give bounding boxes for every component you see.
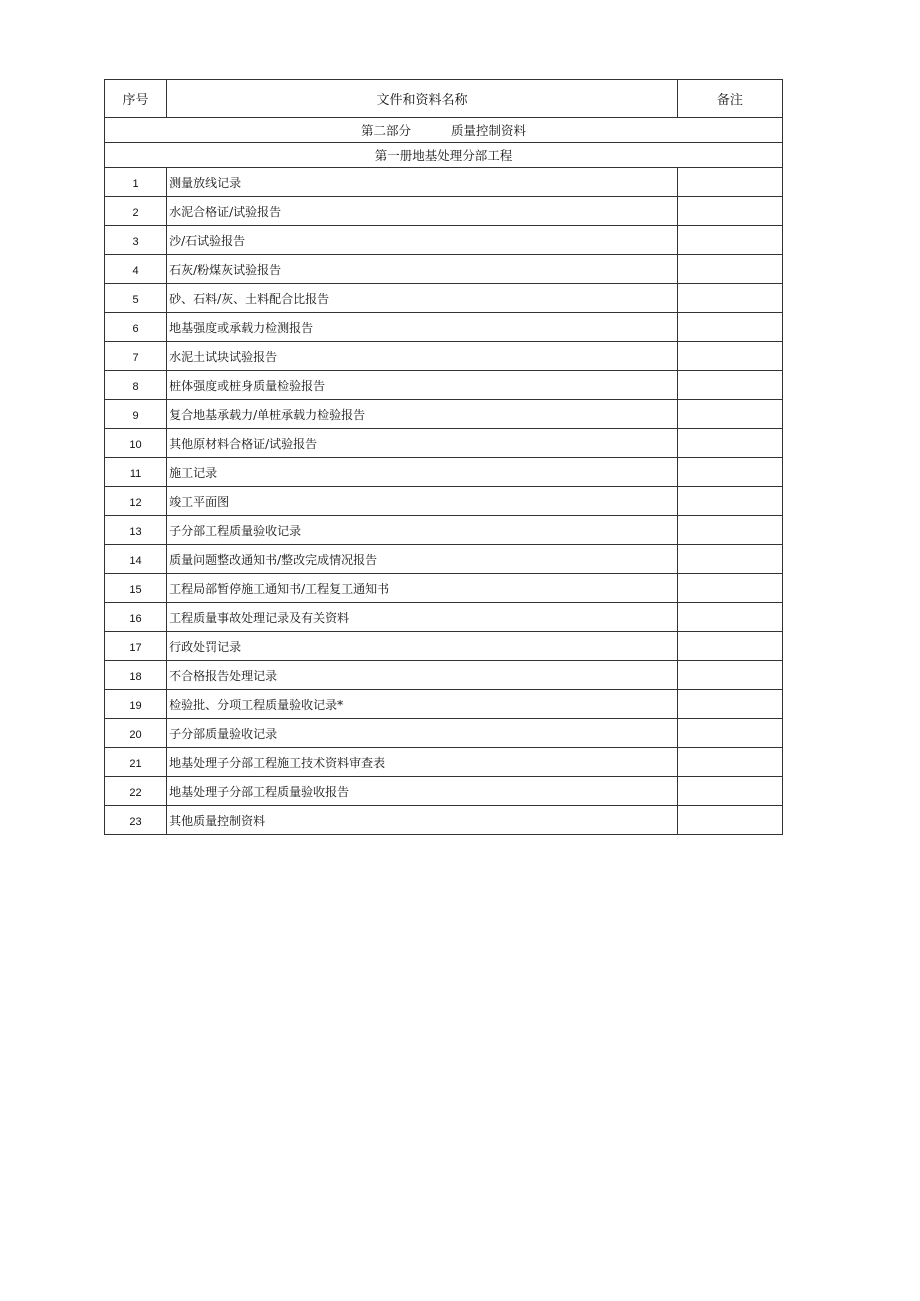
- row-serial-number: 4: [105, 255, 167, 284]
- row-serial-number: 21: [105, 748, 167, 777]
- row-serial-number: 3: [105, 226, 167, 255]
- table-row: [105, 400, 783, 429]
- row-serial-number: 22: [105, 777, 167, 806]
- row-serial-number: 23: [105, 806, 167, 835]
- header-remarks: 备注: [677, 80, 782, 118]
- row-remarks: [677, 226, 782, 255]
- row-serial-number: 9: [105, 400, 167, 429]
- row-remarks: [677, 487, 782, 516]
- table-row: [105, 661, 783, 690]
- row-remarks: [677, 371, 782, 400]
- part-title-cell: [105, 118, 783, 143]
- row-document-name: 地基强度或承载力检测报告: [167, 313, 678, 342]
- table-row: [105, 777, 783, 806]
- table-row: [105, 226, 783, 255]
- row-document-name: 桩体强度或桩身质量检验报告: [167, 371, 678, 400]
- table-row: [105, 342, 783, 371]
- row-remarks: [677, 603, 782, 632]
- row-remarks: [677, 458, 782, 487]
- row-remarks: [677, 690, 782, 719]
- row-document-name: 地基处理子分部工程质量验收报告: [167, 777, 678, 806]
- volume-title-row: [105, 143, 783, 168]
- row-remarks: [677, 574, 782, 603]
- table-header-row: [105, 80, 783, 118]
- row-document-name: 其他质量控制资料: [167, 806, 678, 835]
- row-remarks: [677, 313, 782, 342]
- row-remarks: [677, 777, 782, 806]
- row-serial-number: 1: [105, 168, 167, 197]
- row-document-name: 工程局部暂停施工通知书/工程复工通知书: [167, 574, 678, 603]
- row-document-name: 子分部质量验收记录: [167, 719, 678, 748]
- row-remarks: [677, 342, 782, 371]
- part-title: 质量控制资料: [451, 123, 527, 138]
- row-document-name: 石灰/粉煤灰试验报告: [167, 255, 678, 284]
- row-remarks: [677, 661, 782, 690]
- row-serial-number: 18: [105, 661, 167, 690]
- row-serial-number: 12: [105, 487, 167, 516]
- row-document-name: 砂、石料/灰、土料配合比报告: [167, 284, 678, 313]
- table-row: [105, 284, 783, 313]
- row-document-name: 工程质量事故处理记录及有关资料: [167, 603, 678, 632]
- row-document-name: 复合地基承载力/单桩承载力检验报告: [167, 400, 678, 429]
- row-document-name: 测量放线记录: [167, 168, 678, 197]
- row-remarks: [677, 516, 782, 545]
- row-remarks: [677, 632, 782, 661]
- row-document-name: 行政处罚记录: [167, 632, 678, 661]
- row-serial-number: 8: [105, 371, 167, 400]
- row-remarks: [677, 545, 782, 574]
- row-serial-number: 20: [105, 719, 167, 748]
- row-serial-number: 7: [105, 342, 167, 371]
- row-document-name: 施工记录: [167, 458, 678, 487]
- table-row: [105, 197, 783, 226]
- row-serial-number: 10: [105, 429, 167, 458]
- table-row: [105, 487, 783, 516]
- table-row: [105, 719, 783, 748]
- row-serial-number: 19: [105, 690, 167, 719]
- table-row: [105, 690, 783, 719]
- row-remarks: [677, 255, 782, 284]
- part-label: 第二部分: [360, 123, 411, 138]
- table-row: [105, 545, 783, 574]
- row-serial-number: 2: [105, 197, 167, 226]
- table-row: [105, 429, 783, 458]
- row-serial-number: 13: [105, 516, 167, 545]
- row-document-name: 竣工平面图: [167, 487, 678, 516]
- header-serial-number: 序号: [105, 80, 167, 118]
- table-row: [105, 632, 783, 661]
- row-document-name: 其他原材料合格证/试验报告: [167, 429, 678, 458]
- row-remarks: [677, 168, 782, 197]
- row-serial-number: 17: [105, 632, 167, 661]
- quality-control-document-table: [104, 79, 783, 835]
- part-title-row: [105, 118, 783, 143]
- row-remarks: [677, 284, 782, 313]
- row-document-name: 地基处理子分部工程施工技术资料审查表: [167, 748, 678, 777]
- row-document-name: 质量问题整改通知书/整改完成情况报告: [167, 545, 678, 574]
- row-serial-number: 11: [105, 458, 167, 487]
- row-document-name: 沙/石试验报告: [167, 226, 678, 255]
- table-row: [105, 255, 783, 284]
- row-serial-number: 14: [105, 545, 167, 574]
- row-document-name: 水泥合格证/试验报告: [167, 197, 678, 226]
- row-document-name: 子分部工程质量验收记录: [167, 516, 678, 545]
- row-remarks: [677, 197, 782, 226]
- table-row: [105, 748, 783, 777]
- table-row: [105, 603, 783, 632]
- table-row: [105, 516, 783, 545]
- table-row: [105, 458, 783, 487]
- row-remarks: [677, 806, 782, 835]
- row-remarks: [677, 400, 782, 429]
- volume-title: 第一册地基处理分部工程: [105, 143, 783, 168]
- row-document-name: 不合格报告处理记录: [167, 661, 678, 690]
- table-row: [105, 168, 783, 197]
- row-serial-number: 15: [105, 574, 167, 603]
- header-document-name: 文件和资料名称: [167, 80, 678, 118]
- row-remarks: [677, 719, 782, 748]
- table-row: [105, 313, 783, 342]
- row-remarks: [677, 748, 782, 777]
- row-serial-number: 16: [105, 603, 167, 632]
- table-row: [105, 806, 783, 835]
- row-document-name: 检验批、分项工程质量验收记录*: [167, 690, 678, 719]
- row-serial-number: 6: [105, 313, 167, 342]
- table-row: [105, 574, 783, 603]
- row-remarks: [677, 429, 782, 458]
- row-serial-number: 5: [105, 284, 167, 313]
- row-document-name: 水泥土试块试验报告: [167, 342, 678, 371]
- table-row: [105, 371, 783, 400]
